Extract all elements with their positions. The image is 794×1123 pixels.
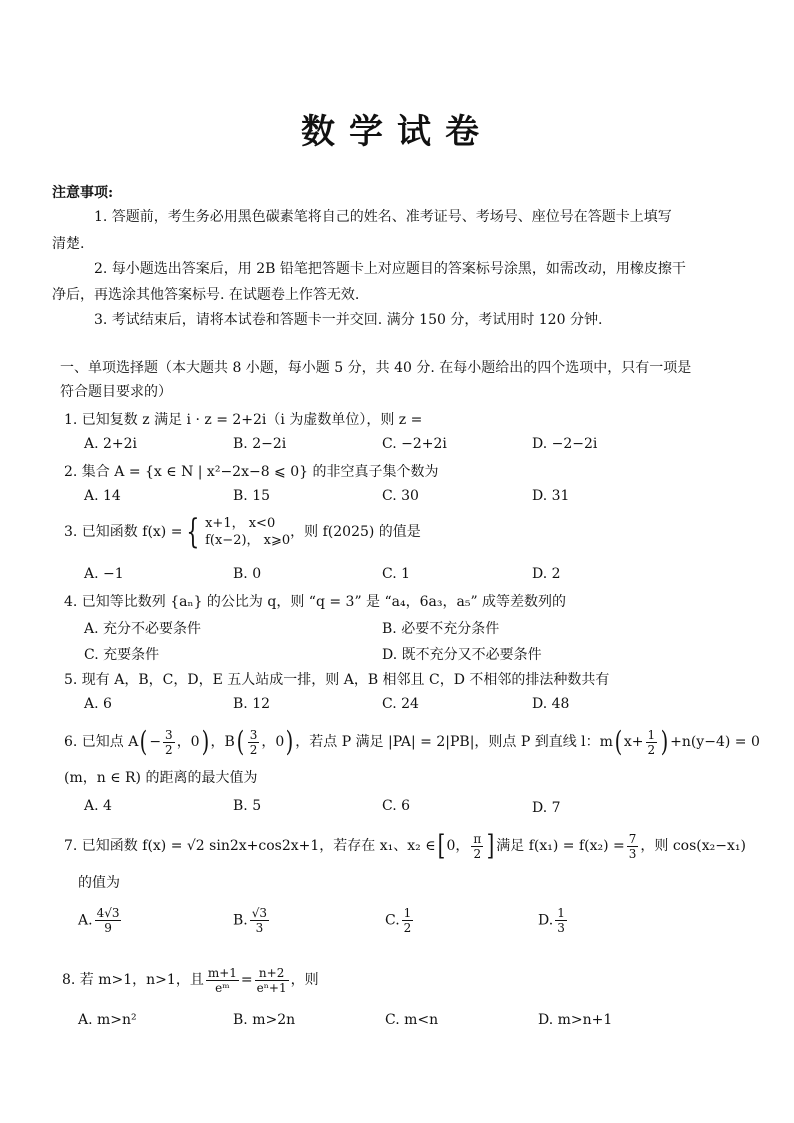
notice-item-1-cont: 清楚. <box>52 236 85 252</box>
notice-item-2: 2. 每小题选出答案后，用 2B 铅笔把答题卡上对应题目的答案标号涂黑，如需改动，用橡皮擦干 <box>94 261 686 277</box>
fraction-rhs <box>255 966 289 995</box>
option-fraction <box>555 906 567 935</box>
q8-text-b: ，则 <box>290 972 319 988</box>
question-3-stem <box>64 514 421 550</box>
option-label: B. <box>233 912 248 929</box>
question-4-option-d: D. 既不充分又不必要条件 <box>382 647 542 663</box>
frac-den: 3 <box>557 921 565 935</box>
question-1-option-b: B. 2−2i <box>233 436 287 452</box>
question-7-stem <box>64 828 746 864</box>
paren-left: ( <box>614 725 623 758</box>
frac-num: π <box>473 831 482 846</box>
q8-text-a: 8. 若 m>1，n>1，且 <box>62 972 204 988</box>
q6-text-c: ，0 <box>176 734 200 750</box>
question-5-option-a: A. 6 <box>84 696 112 712</box>
q7-text-c: 满足 f(x₁) = f(x₂) = <box>496 838 625 854</box>
frac-num: m+1 <box>207 965 237 980</box>
q6-text-e: ，0 <box>261 734 285 750</box>
frac-den: 3 <box>628 846 637 861</box>
q6-text-a: 6. 已知点 A <box>64 734 139 750</box>
q6-text-h: +n(y−4) = 0 <box>670 734 760 750</box>
question-3-option-a: A. −1 <box>84 566 124 582</box>
question-6-option-b: B. 5 <box>233 798 262 814</box>
fraction-lhs <box>206 966 239 995</box>
question-1-option-c: C. −2+2i <box>382 436 447 452</box>
frac-num: √3 <box>251 906 268 920</box>
case-1: x+1， x<0 <box>205 516 276 531</box>
question-2-stem: 2. 集合 A = {x ∈ N | x²−2x−8 ⩽ 0} 的非空真子集个数为 <box>64 464 439 480</box>
frac-den: 2 <box>403 921 412 935</box>
question-2-option-c: C. 30 <box>382 488 419 504</box>
fraction-three-halves <box>248 728 260 757</box>
question-3-stem-pre: 3. 已知函数 f(x) = <box>64 524 183 540</box>
question-7-option-d <box>538 906 569 935</box>
frac-den: 3 <box>255 921 264 935</box>
frac-num: 3 <box>249 727 258 742</box>
frac-num: 7 <box>628 831 637 846</box>
bracket-right: ] <box>486 829 495 862</box>
frac-num: 1 <box>557 906 565 920</box>
question-8-option-d: D. m>n+1 <box>538 1012 613 1028</box>
option-label: C. <box>385 912 400 929</box>
notice-heading: 注意事项: <box>52 185 114 201</box>
question-6-stem-cont: (m，n ∈ R) 的距离的最大值为 <box>64 770 258 786</box>
question-6-stem <box>64 724 760 760</box>
q7-text-a: 7. 已知函数 f(x) = √2 sin2x+cos2x+1，若存在 x₁、x₂ ∈ <box>64 838 436 854</box>
q7-text-d: ，则 cos(x₂−x₁) <box>640 838 746 854</box>
question-8-option-a: A. m>n² <box>78 1012 137 1028</box>
question-2-option-b: B. 15 <box>233 488 271 504</box>
case-2: f(x−2)， x⩾0 <box>205 533 291 548</box>
question-3-option-b: B. 0 <box>233 566 262 582</box>
notice-item-1: 1. 答题前，考生务必用黑色碳素笔将自己的姓名、准考证号、考场号、座位号在答题卡上填写 <box>94 209 672 225</box>
question-8-stem <box>62 962 319 998</box>
question-7-option-c <box>385 906 415 935</box>
question-5-stem: 5. 现有 A，B，C，D，E 五人站成一排，则 A，B 相邻且 C，D 不相邻的排法种数共有 <box>64 672 610 688</box>
q7-text-b: 0， <box>446 838 470 854</box>
question-7-option-a <box>78 906 123 935</box>
question-4-stem: 4. 已知等比数列 {aₙ} 的公比为 q，则 “q = 3” 是 “a₄，6a₃，a₅” 成等差数列的 <box>64 594 567 610</box>
frac-den: 2 <box>647 742 656 757</box>
question-4-option-a: A. 充分不必要条件 <box>84 621 202 637</box>
question-7-stem-cont: 的值为 <box>78 875 120 891</box>
q6-text-d: ，B <box>210 734 235 750</box>
frac-num: n+2 <box>255 966 289 981</box>
question-5-option-b: B. 12 <box>233 696 271 712</box>
equals-sign: = <box>240 972 253 988</box>
question-1-stem: 1. 已知复数 z 满足 i · z = 2+2i（i 为虚数单位），则 z = <box>64 412 423 428</box>
q6-text-g: x+ <box>623 734 644 750</box>
frac-den: eᵐ <box>215 980 230 995</box>
question-6-option-d: D. 7 <box>532 800 561 816</box>
option-fraction <box>402 906 414 935</box>
frac-num: 4√3 <box>96 906 120 920</box>
paren-right: ) <box>201 725 209 758</box>
question-4-option-b: B. 必要不充分条件 <box>382 621 500 637</box>
frac-den: eⁿ+1 <box>256 980 287 995</box>
option-fraction <box>95 906 122 935</box>
brace-symbol: { <box>186 512 200 552</box>
question-2-option-a: A. 14 <box>84 488 121 504</box>
frac-num: 3 <box>165 727 173 742</box>
question-3-option-d: D. 2 <box>532 566 561 582</box>
option-fraction <box>250 906 269 935</box>
section-heading: 一、单项选择题（本大题共 8 小题，每小题 5 分，共 40 分. 在每小题给出的四个选项中，只有一项是 <box>60 360 692 376</box>
fraction-seven-thirds <box>627 832 639 861</box>
bracket-left: [ <box>437 829 445 862</box>
question-6-option-c: C. 6 <box>382 798 411 814</box>
q6-minus: − <box>149 734 162 750</box>
question-2-option-d: D. 31 <box>532 488 570 504</box>
question-5-option-d: D. 48 <box>532 696 570 712</box>
question-4-option-c: C. 充要条件 <box>84 647 160 663</box>
notice-item-3: 3. 考试结束后，请将本试卷和答题卡一并交回. 满分 150 分，考试用时 120 分钟. <box>94 312 603 328</box>
paren-left: ( <box>140 725 148 758</box>
frac-num: 1 <box>403 906 412 920</box>
notice-item-2-cont: 净后，再选涂其他答案标号. 在试题卷上作答无效. <box>52 287 360 303</box>
question-5-option-c: C. 24 <box>382 696 419 712</box>
paren-right: ) <box>285 725 294 758</box>
page-title: 数学试卷 <box>301 112 493 152</box>
frac-num: 1 <box>647 727 656 742</box>
frac-den: 9 <box>104 921 112 935</box>
frac-den: 2 <box>473 846 482 861</box>
question-1-option-d: D. −2−2i <box>532 436 598 452</box>
piecewise-cases <box>205 515 290 549</box>
paren-left: ( <box>236 725 245 758</box>
q6-text-f: ，若点 P 满足 |PA| = 2|PB|，则点 P 到直线 l：m <box>295 734 613 750</box>
fraction-pi-half <box>471 832 483 861</box>
question-8-option-c: C. m<n <box>385 1012 439 1028</box>
option-label: A. <box>78 912 93 929</box>
frac-den: 2 <box>249 742 258 757</box>
question-3-stem-post: ，则 f(2025) 的值是 <box>290 524 421 540</box>
question-1-option-a: A. 2+2i <box>84 436 138 452</box>
fraction-one-half <box>646 728 658 757</box>
question-7-option-b <box>233 906 271 935</box>
option-label: D. <box>538 912 554 929</box>
question-3-option-c: C. 1 <box>382 566 411 582</box>
frac-den: 2 <box>165 742 173 757</box>
fraction-three-halves <box>163 728 175 757</box>
paren-right: ) <box>660 725 669 758</box>
section-heading-cont: 符合题目要求的） <box>60 384 172 400</box>
question-6-option-a: A. 4 <box>84 798 112 814</box>
question-8-option-b: B. m>2n <box>233 1012 296 1028</box>
